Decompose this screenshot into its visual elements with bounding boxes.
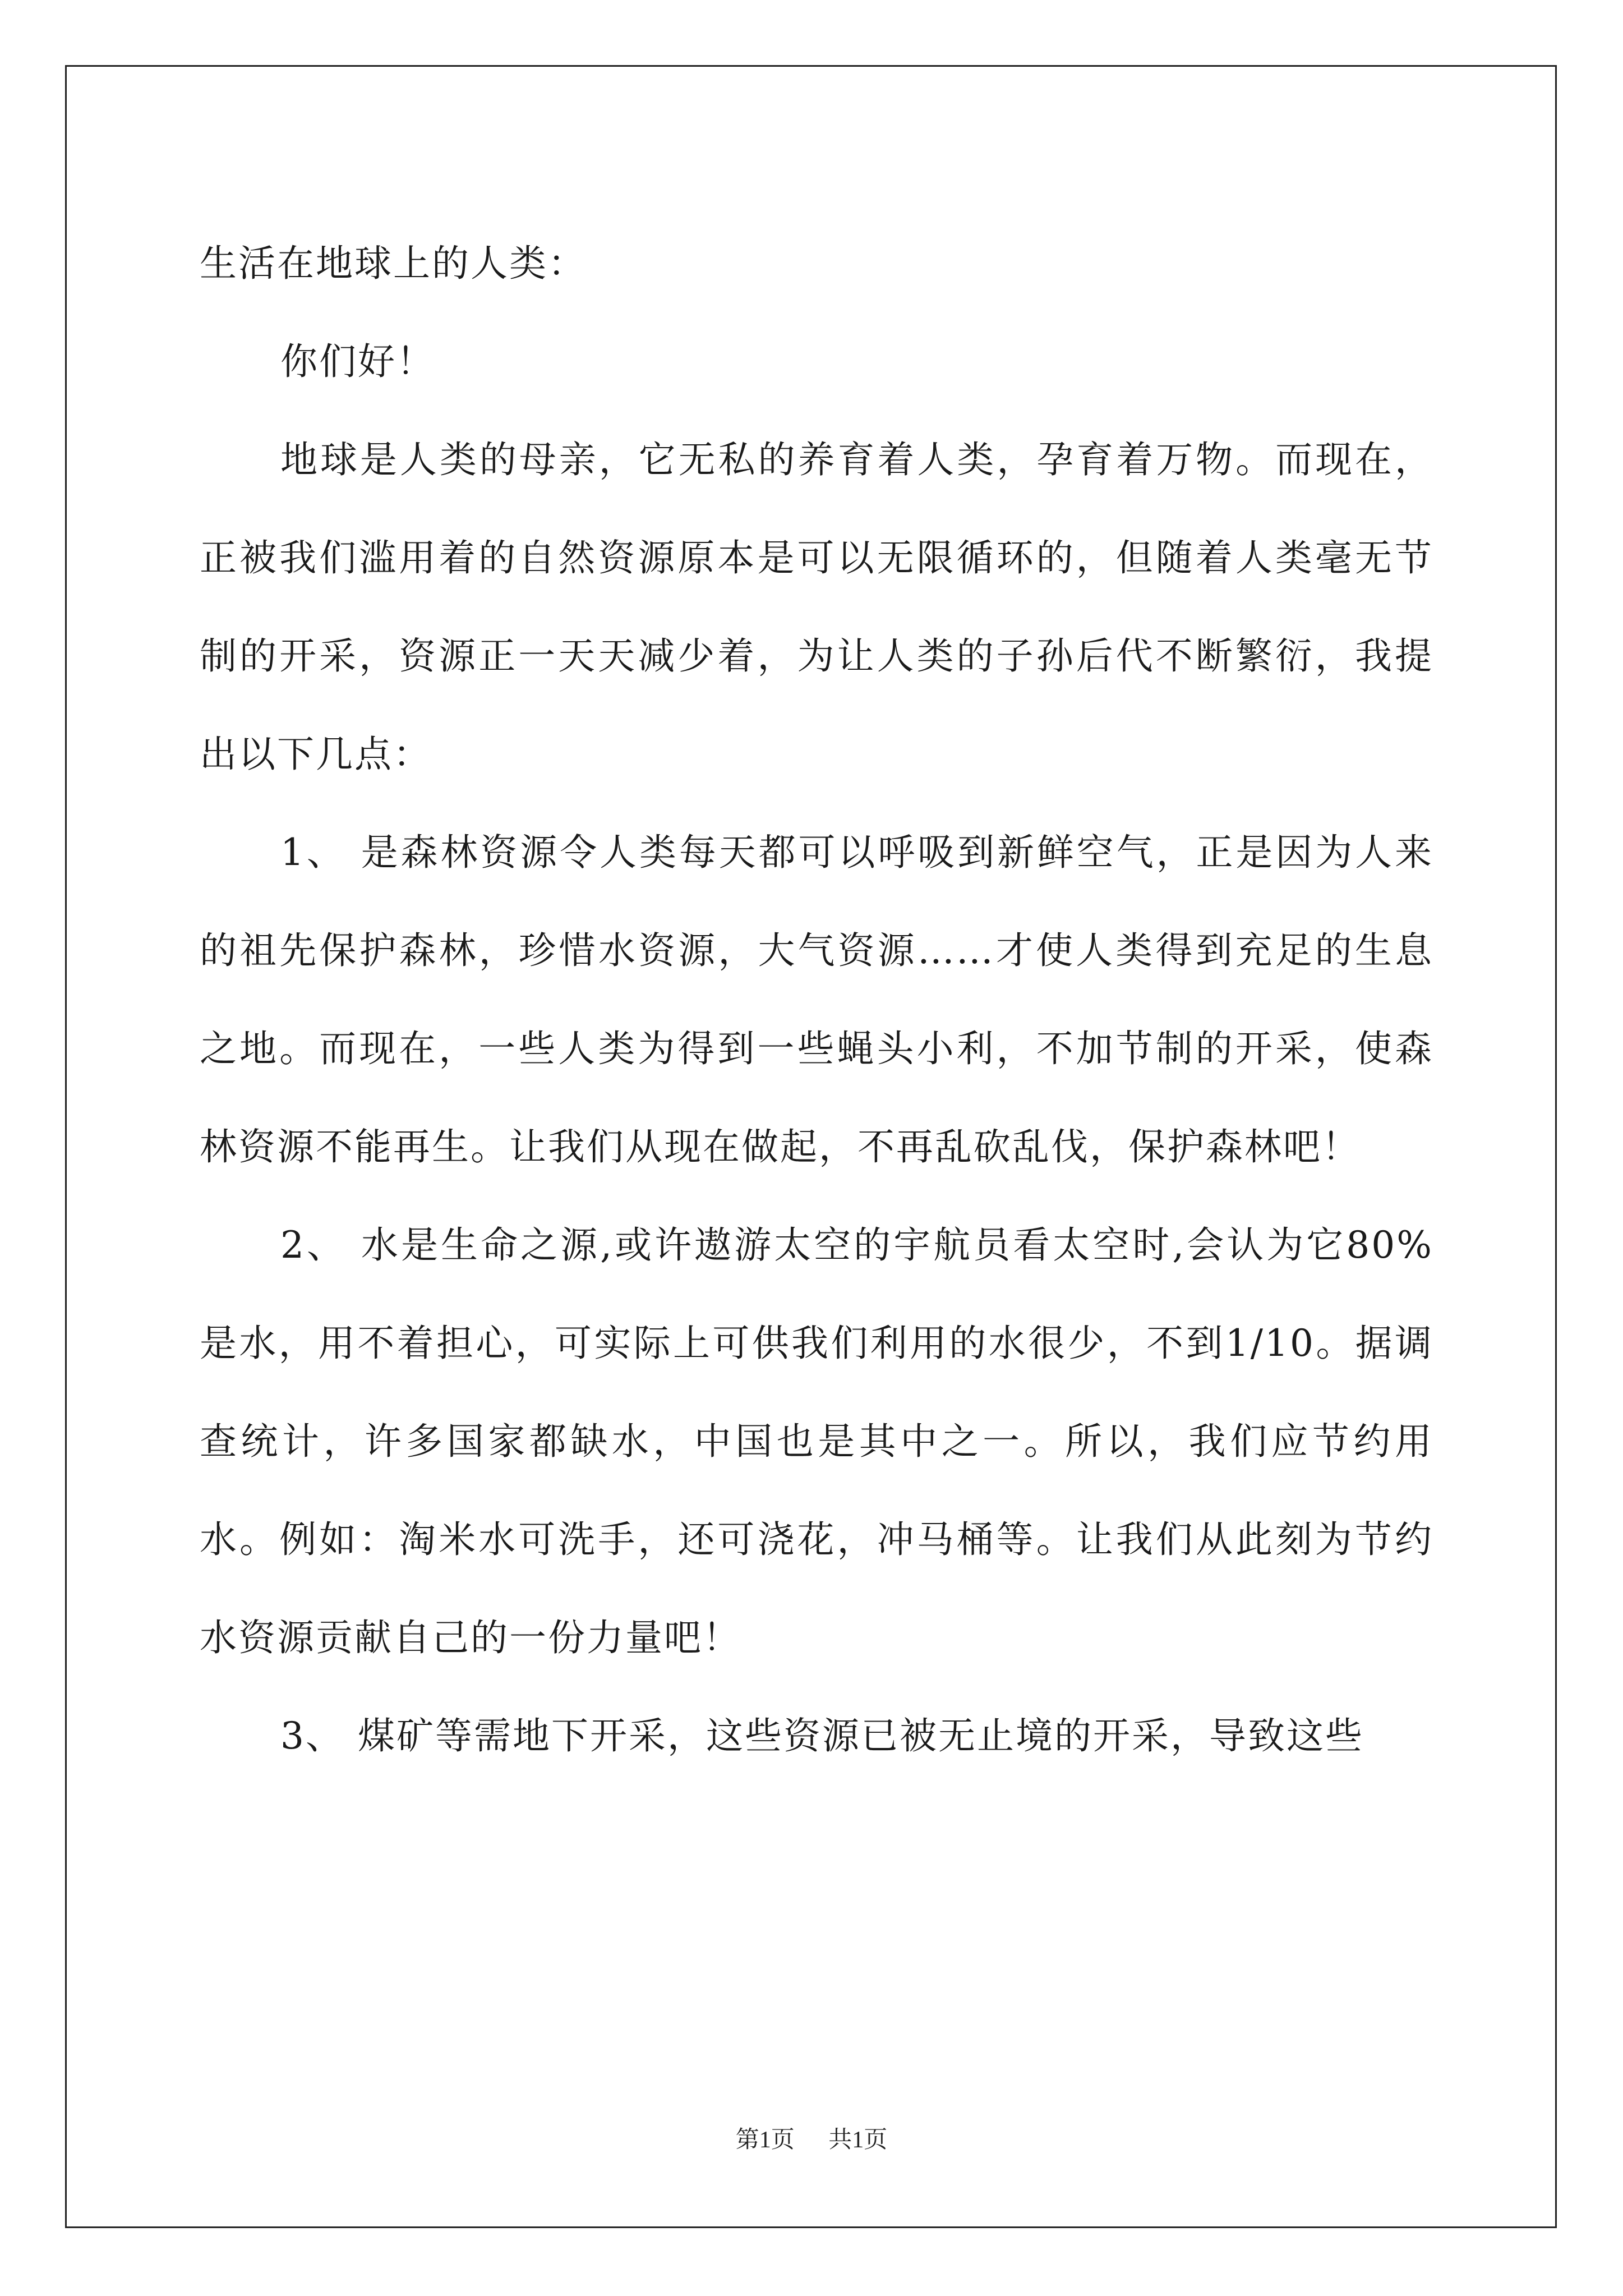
greeting: 你们好！ xyxy=(280,340,435,383)
paragraph-forest: 1、 是森林资源令人类每天都可以呼吸到新鲜空气，正是因为人来的祖先保护森林，珍惜水资源，大气资源……才使人类得到充足的生息之地。而现在，一些人类为得到一些蝇头小利，不加节制的开采，使森林资源不能再生。让我们从现在做起，不再乱砍乱伐，保护森林吧！ xyxy=(200,831,1433,1168)
page-number: 第1页 xyxy=(735,2127,795,2153)
document-body xyxy=(200,214,1433,1785)
page-total: 共1页 xyxy=(828,2127,888,2153)
paragraph-intro: 地球是人类的母亲，它无私的养育着人类，孕育着万物。而现在，正被我们滥用着的自然资源原本是可以无限循环的，但随着人类毫无节制的开采，资源正一天天减少着，为让人类的子孙后代不断繁衍，我提出以下几点： xyxy=(200,438,1433,776)
salutation: 生活在地球上的人类： xyxy=(200,242,587,285)
page-footer xyxy=(0,2123,1623,2157)
paragraph-coal: 3、 煤矿等需地下开采，这些资源已被无止境的开采，导致这些 xyxy=(280,1714,1364,1757)
paragraph-water: 2、 水是生命之源,或许遨游太空的宇航员看太空时,会认为它80%是水，用不着担心，可实际上可供我们利用的水很少，不到1/10。据调查统计，许多国家都缺水，中国也是其中之一。所以，我们应节约用水。例如：淘米水可洗手，还可浇花，冲马桶等。让我们从此刻为节约水资源贡献自己的一份力量吧！ xyxy=(200,1223,1433,1659)
